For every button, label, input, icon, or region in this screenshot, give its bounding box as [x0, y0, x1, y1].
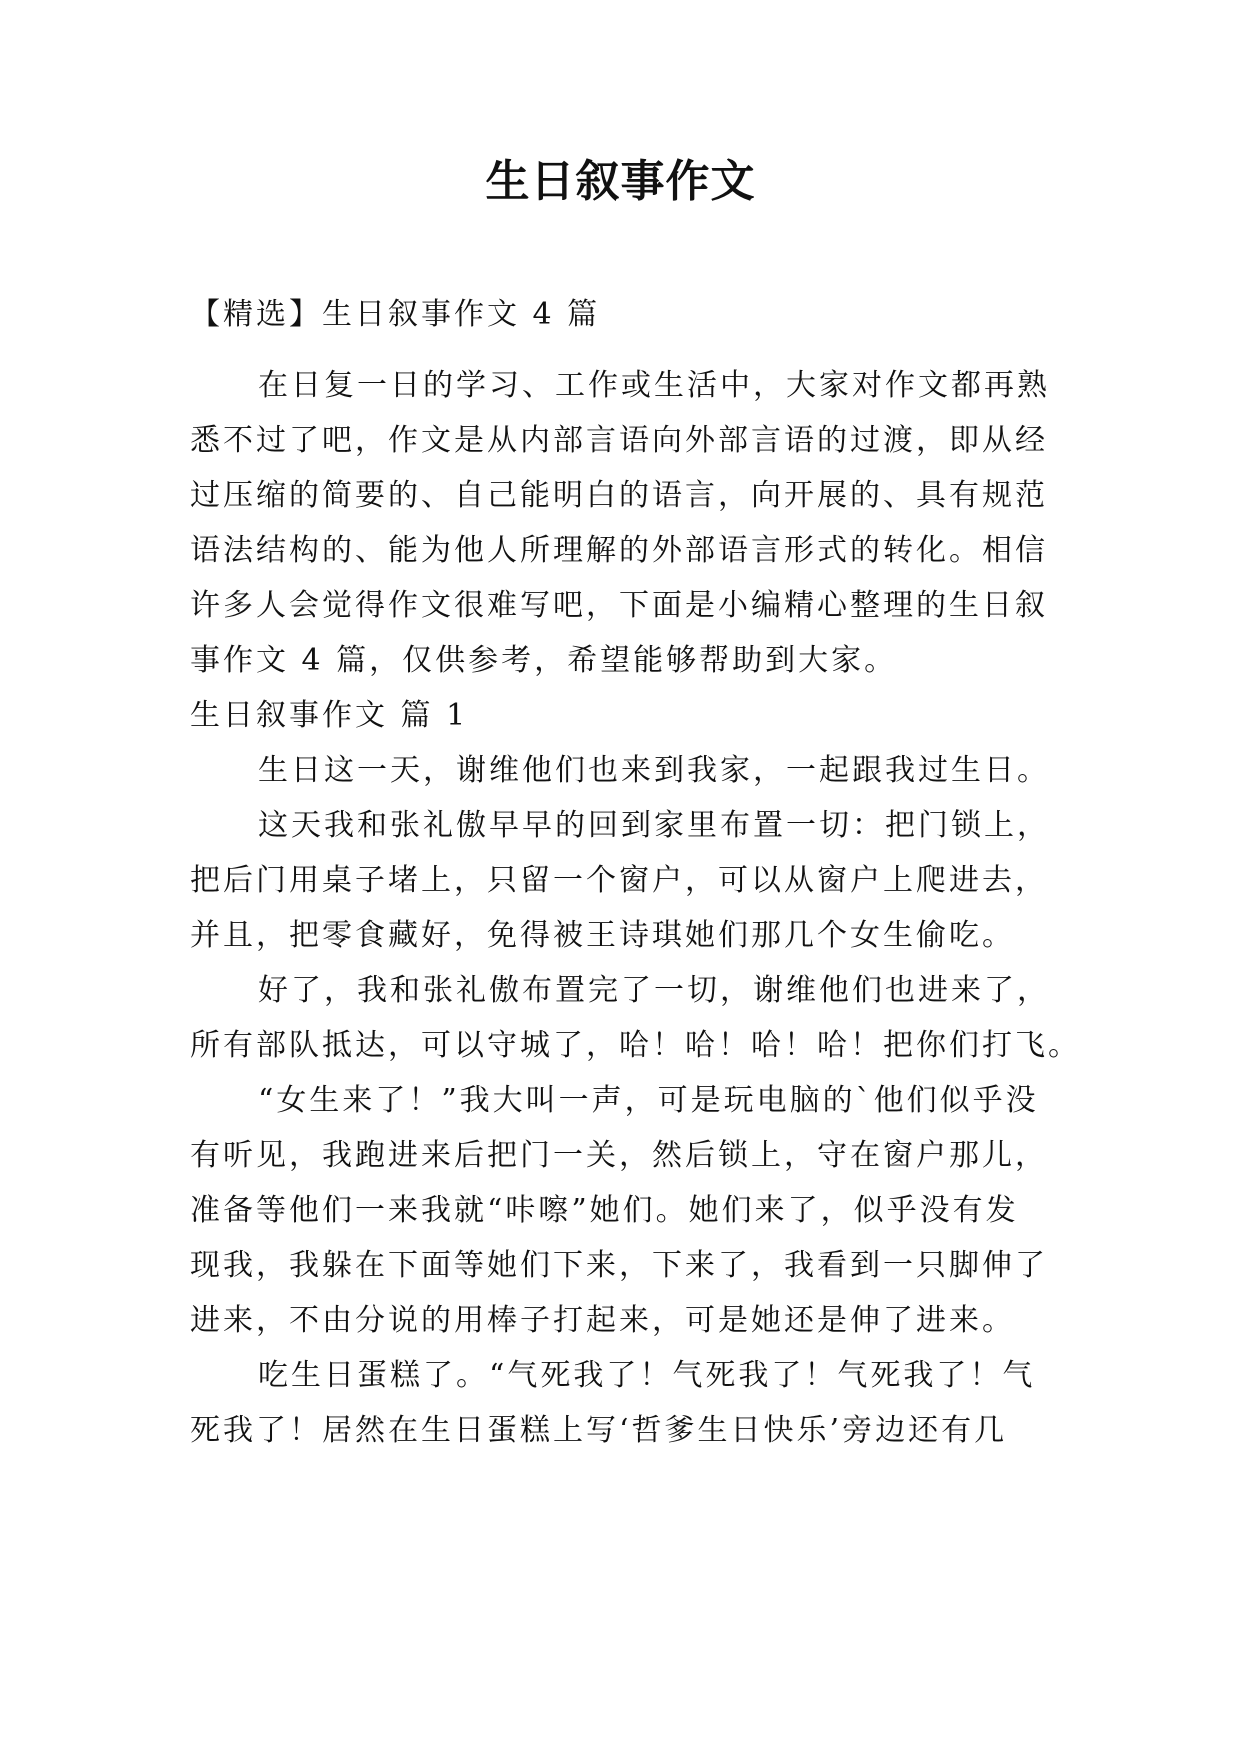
paragraph-line: 所有部队抵达，可以守城了，哈！哈！哈！哈！把你们打飞。	[190, 1028, 1081, 1063]
paragraph-line: 语法结构的、能为他人所理解的外部语言形式的转化。相信	[190, 533, 1048, 568]
paragraph-line: 事作文 4 篇，仅供参考，希望能够帮助到大家。	[190, 643, 898, 678]
paragraph-line: 死我了！居然在生日蛋糕上写‘哲爹生日快乐’旁边还有几	[190, 1413, 1008, 1448]
paragraph-line: “女生来了！”我大叫一声，可是玩电脑的`他们似乎没	[258, 1083, 1039, 1118]
paragraph-line: 把后门用桌子堵上，只留一个窗户，可以从窗户上爬进去，	[190, 863, 1048, 898]
paragraph-line: 并且，把零食藏好，免得被王诗琪她们那几个女生偷吃。	[190, 918, 1015, 953]
paragraph-line: 生日这一天，谢维他们也来到我家，一起跟我过生日。	[258, 753, 1050, 788]
paragraph-line: 好了，我和张礼傲布置完了一切，谢维他们也进来了，	[258, 973, 1050, 1008]
paragraph-line: 过压缩的简要的、自己能明白的语言，向开展的、具有规范	[190, 478, 1048, 513]
document-title: 生日叙事作文	[485, 156, 756, 207]
paragraph-line: 进来，不由分说的用棒子打起来，可是她还是伸了进来。	[190, 1303, 1015, 1338]
paragraph-line: 准备等他们一来我就“咔嚓”她们。她们来了，似乎没有发	[190, 1193, 1019, 1228]
document-subtitle: 【精选】生日叙事作文 4 篇	[190, 297, 601, 332]
paragraph-line: 许多人会觉得作文很难写吧，下面是小编精心整理的生日叙	[190, 588, 1048, 623]
paragraph-line: 吃生日蛋糕了。“气死我了！气死我了！气死我了！气	[258, 1358, 1036, 1393]
paragraph-line: 悉不过了吧，作文是从内部言语向外部言语的过渡，即从经	[190, 423, 1048, 458]
paragraph-line: 在日复一日的学习、工作或生活中，大家对作文都再熟	[258, 368, 1050, 403]
paragraph-line: 这天我和张礼傲早早的回到家里布置一切：把门锁上，	[258, 808, 1050, 843]
paragraph-line: 现我，我躲在下面等她们下来，下来了，我看到一只脚伸了	[190, 1248, 1048, 1283]
section-heading: 生日叙事作文 篇 1	[190, 698, 469, 733]
paragraph-line: 有听见，我跑进来后把门一关，然后锁上，守在窗户那儿，	[190, 1138, 1048, 1173]
